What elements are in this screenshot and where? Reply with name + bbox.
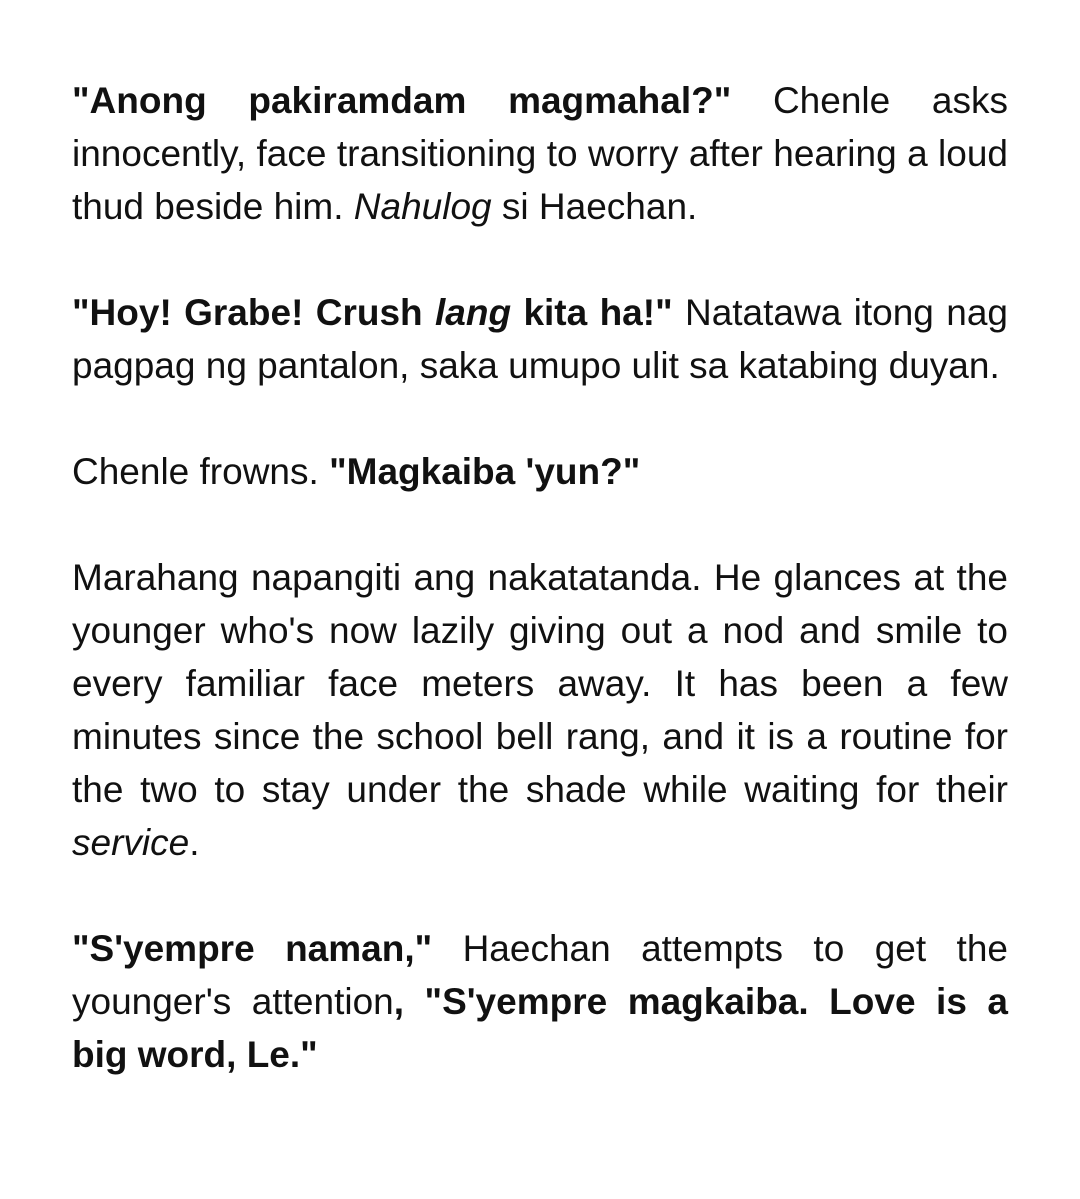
- narration-text: Chenle frowns.: [72, 451, 330, 492]
- dialogue-text: kita ha!": [511, 292, 673, 333]
- dialogue-text: "S'yempre naman,": [72, 928, 433, 969]
- narration-text: si Haechan.: [491, 186, 698, 227]
- emphasis-text: Nahulog: [353, 186, 492, 227]
- paragraph-1: [72, 74, 1008, 233]
- dialogue-text: "Hoy! Grabe! Crush: [72, 292, 436, 333]
- narration-text: Haechan attempts to get the younger's attention: [72, 928, 1008, 1022]
- narration-text: .: [189, 822, 200, 863]
- dialogue-emphasis-text: lang: [435, 292, 512, 333]
- paragraph-4: [72, 551, 1008, 869]
- paragraph-2: [72, 286, 1008, 392]
- dialogue-text: "Magkaiba 'yun?": [329, 451, 641, 492]
- paragraph-5: [72, 922, 1008, 1081]
- narration-text: Natatawa itong nag pagpag ng pantalon, saka umupo ulit sa katabing duyan.: [72, 292, 1008, 386]
- emphasis-text: service: [72, 822, 190, 863]
- dialogue-text: "Anong pakiramdam magmahal?": [72, 80, 732, 121]
- narration-text: Chenle asks innocently, face transitioning to worry after hearing a loud thud beside him.: [72, 80, 1009, 227]
- narration-text: Marahang napangiti ang nakatatanda. He glances at the younger who's now lazily giving out a nod and smile to every familiar face meters away. It has been a few minutes since the school bell rang, and it is a routine for the two to stay under the shade while waiting for their: [72, 557, 1008, 810]
- dialogue-text: , "S'yempre magkaiba. Love is a big word, Le.": [72, 981, 1008, 1075]
- story-text: [72, 74, 1008, 1081]
- paragraph-3: [72, 445, 1008, 498]
